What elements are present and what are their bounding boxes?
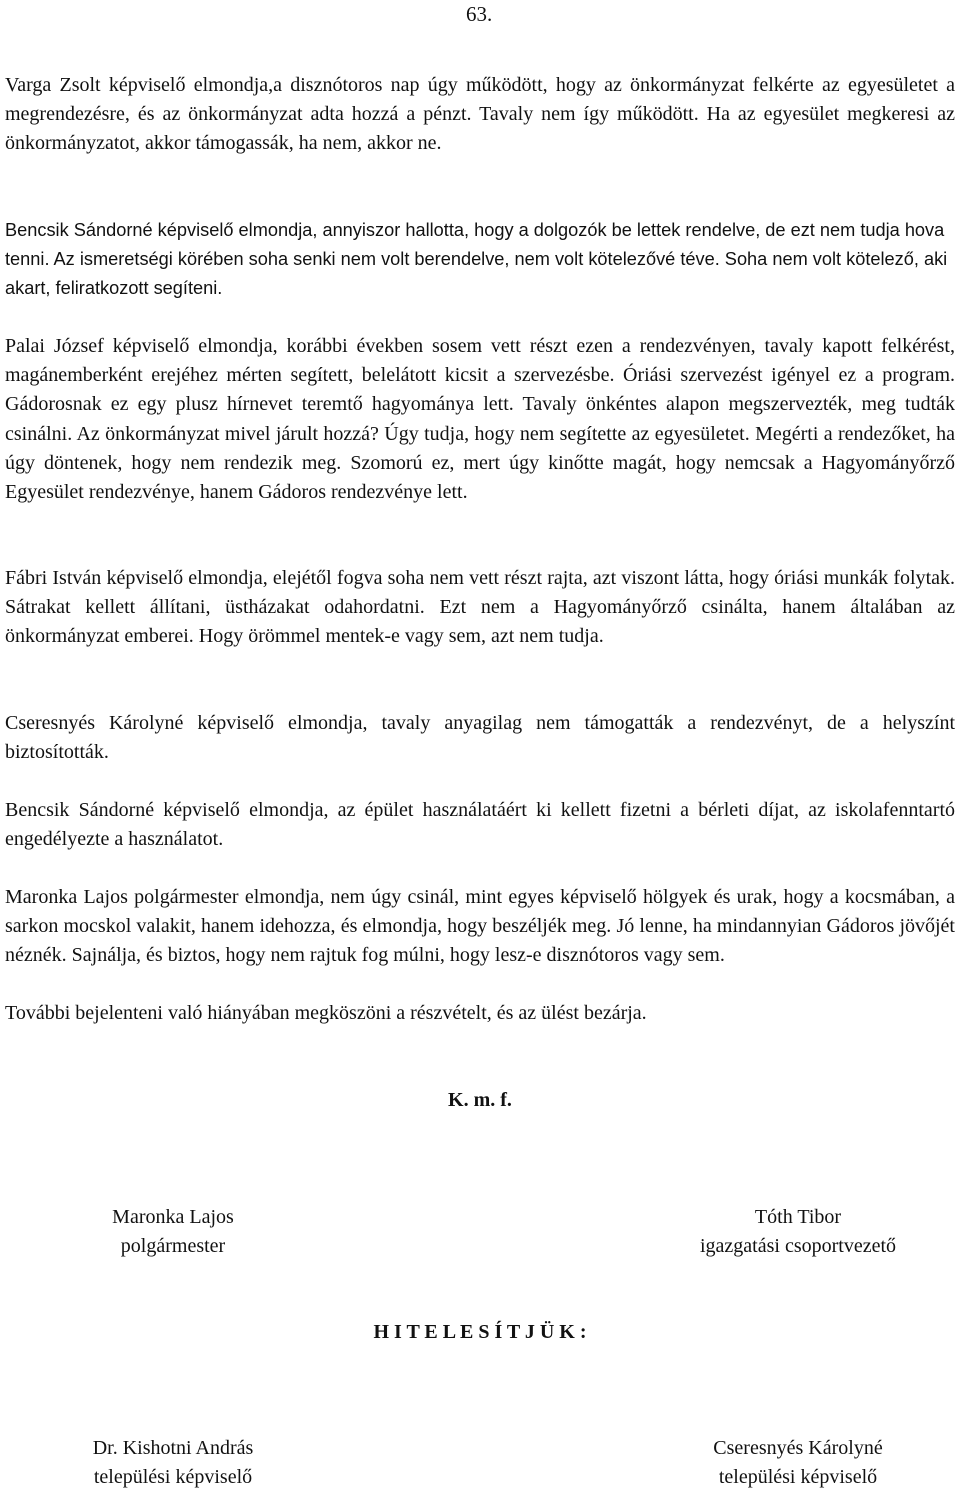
paragraph-fabri: Fábri István képviselő elmondja, elejétől fogva soha nem vett részt rajta, azt viszont látta, hogy óriási munkák folytak. Sátrakat kellett állítani, üstházakat odahordatni. Ezt nem a Hagyományőrző csinálta, hanem általában az önkormányzat emberei. Hogy örömmel mentek-e vagy sem, azt nem tudja.	[5, 567, 955, 648]
paragraph-bencsik-2: Bencsik Sándorné képviselő elmondja, az épület használatáért ki kellett fizetni a bérleti díjat, az iskolafenntartó engedélyezte a használatot.	[5, 799, 955, 851]
paragraph-cseresnyes: Cseresnyés Károlyné képviselő elmondja, tavaly anyagilag nem támogatták a rendezvényt, de a helyszínt biztosították.	[5, 712, 955, 764]
signature-left-name: Maronka Lajos	[112, 1206, 234, 1228]
paragraph-maronka: Maronka Lajos polgármester elmondja, nem úgy csinál, mint egyes képviselő hölgyek és urak, hogy a kocsmában, a sarkon mocskol valakit, hanem idehozza, és elmondja, hogy beszéljék meg. Jó lenne, ha mindannyian Gádoros jövőjét néznék. Sajnálja, és biztos, hogy nem rajtuk fog múlni, hogy lesz-e disznótoros vagy sem.	[5, 886, 955, 967]
kmf-label: K. m. f.	[448, 1089, 512, 1111]
authenticator-right-name: Cseresnyés Károlyné	[713, 1437, 883, 1459]
paragraph-varga: Varga Zsolt képviselő elmondja,a disznótoros nap úgy működött, hogy az önkormányzat felkérte az egyesületet a megrendezésre, és az önkormányzat adta hozzá a pénzt. Tavaly nem így működött. Ha az egyesület megkeresi az önkormányzatot, akkor támogassák, ha nem, akkor ne.	[5, 74, 955, 155]
signature-left-role: polgármester	[120, 1235, 226, 1257]
signature-right-role: igazgatási csoportvezető	[699, 1235, 897, 1257]
authenticator-right-role: települési képviselő	[718, 1466, 878, 1488]
signature-right	[658, 1203, 938, 1261]
authenticator-right	[668, 1434, 928, 1492]
authentication-heading: H I T E L E S Í T J Ü K :	[373, 1321, 587, 1343]
authenticator-left-role: települési képviselő	[93, 1466, 253, 1488]
closing-sentence: További bejelenteni való hiányában megköszöni a részvételt, és az ülést bezárja.	[5, 1002, 647, 1024]
signature-right-name: Tóth Tibor	[754, 1206, 842, 1228]
paragraph-palai: Palai József képviselő elmondja, korábbi években sosem vett részt ezen a rendezvényen, tavaly kapott felkérést, magánemberként erejéhez mérten segített, belelátott kicsit a szervezésbe. Óriási szervezést igényel ez a program. Gádorosnak ez egy plusz hírnevet teremtő hagyománya lett. Tavaly önkéntes alapon megszervezték, meg tudták csinálni. Az önkormányzat mivel járult hozzá? Úgy tudja, hogy nem segítette az egyesületet. Megérti a rendezőket, ha úgy döntenek, hogy nem rendezik meg. Szomorú ez, mert úgy kinőtte magát, hogy nemcsak a Hagyományőrző Egyesület rendezvénye, hanem Gádoros rendezvénye lett.	[5, 335, 955, 504]
signature-left	[73, 1203, 273, 1261]
authenticator-left	[53, 1434, 293, 1492]
paragraph-bencsik-1: Bencsik Sándorné képviselő elmondja, annyiszor hallotta, hogy a dolgozók be lettek rendelve, de ezt nem tudja hova tenni. Az ismeretségi körében soha senki nem volt berendelve, nem volt kötelezővé téve. Soha nem volt kötelező, aki akart, feliratkozott segíteni.	[5, 220, 948, 299]
page-number: 63.	[466, 2, 493, 26]
authenticator-left-name: Dr. Kishotni András	[92, 1437, 254, 1459]
